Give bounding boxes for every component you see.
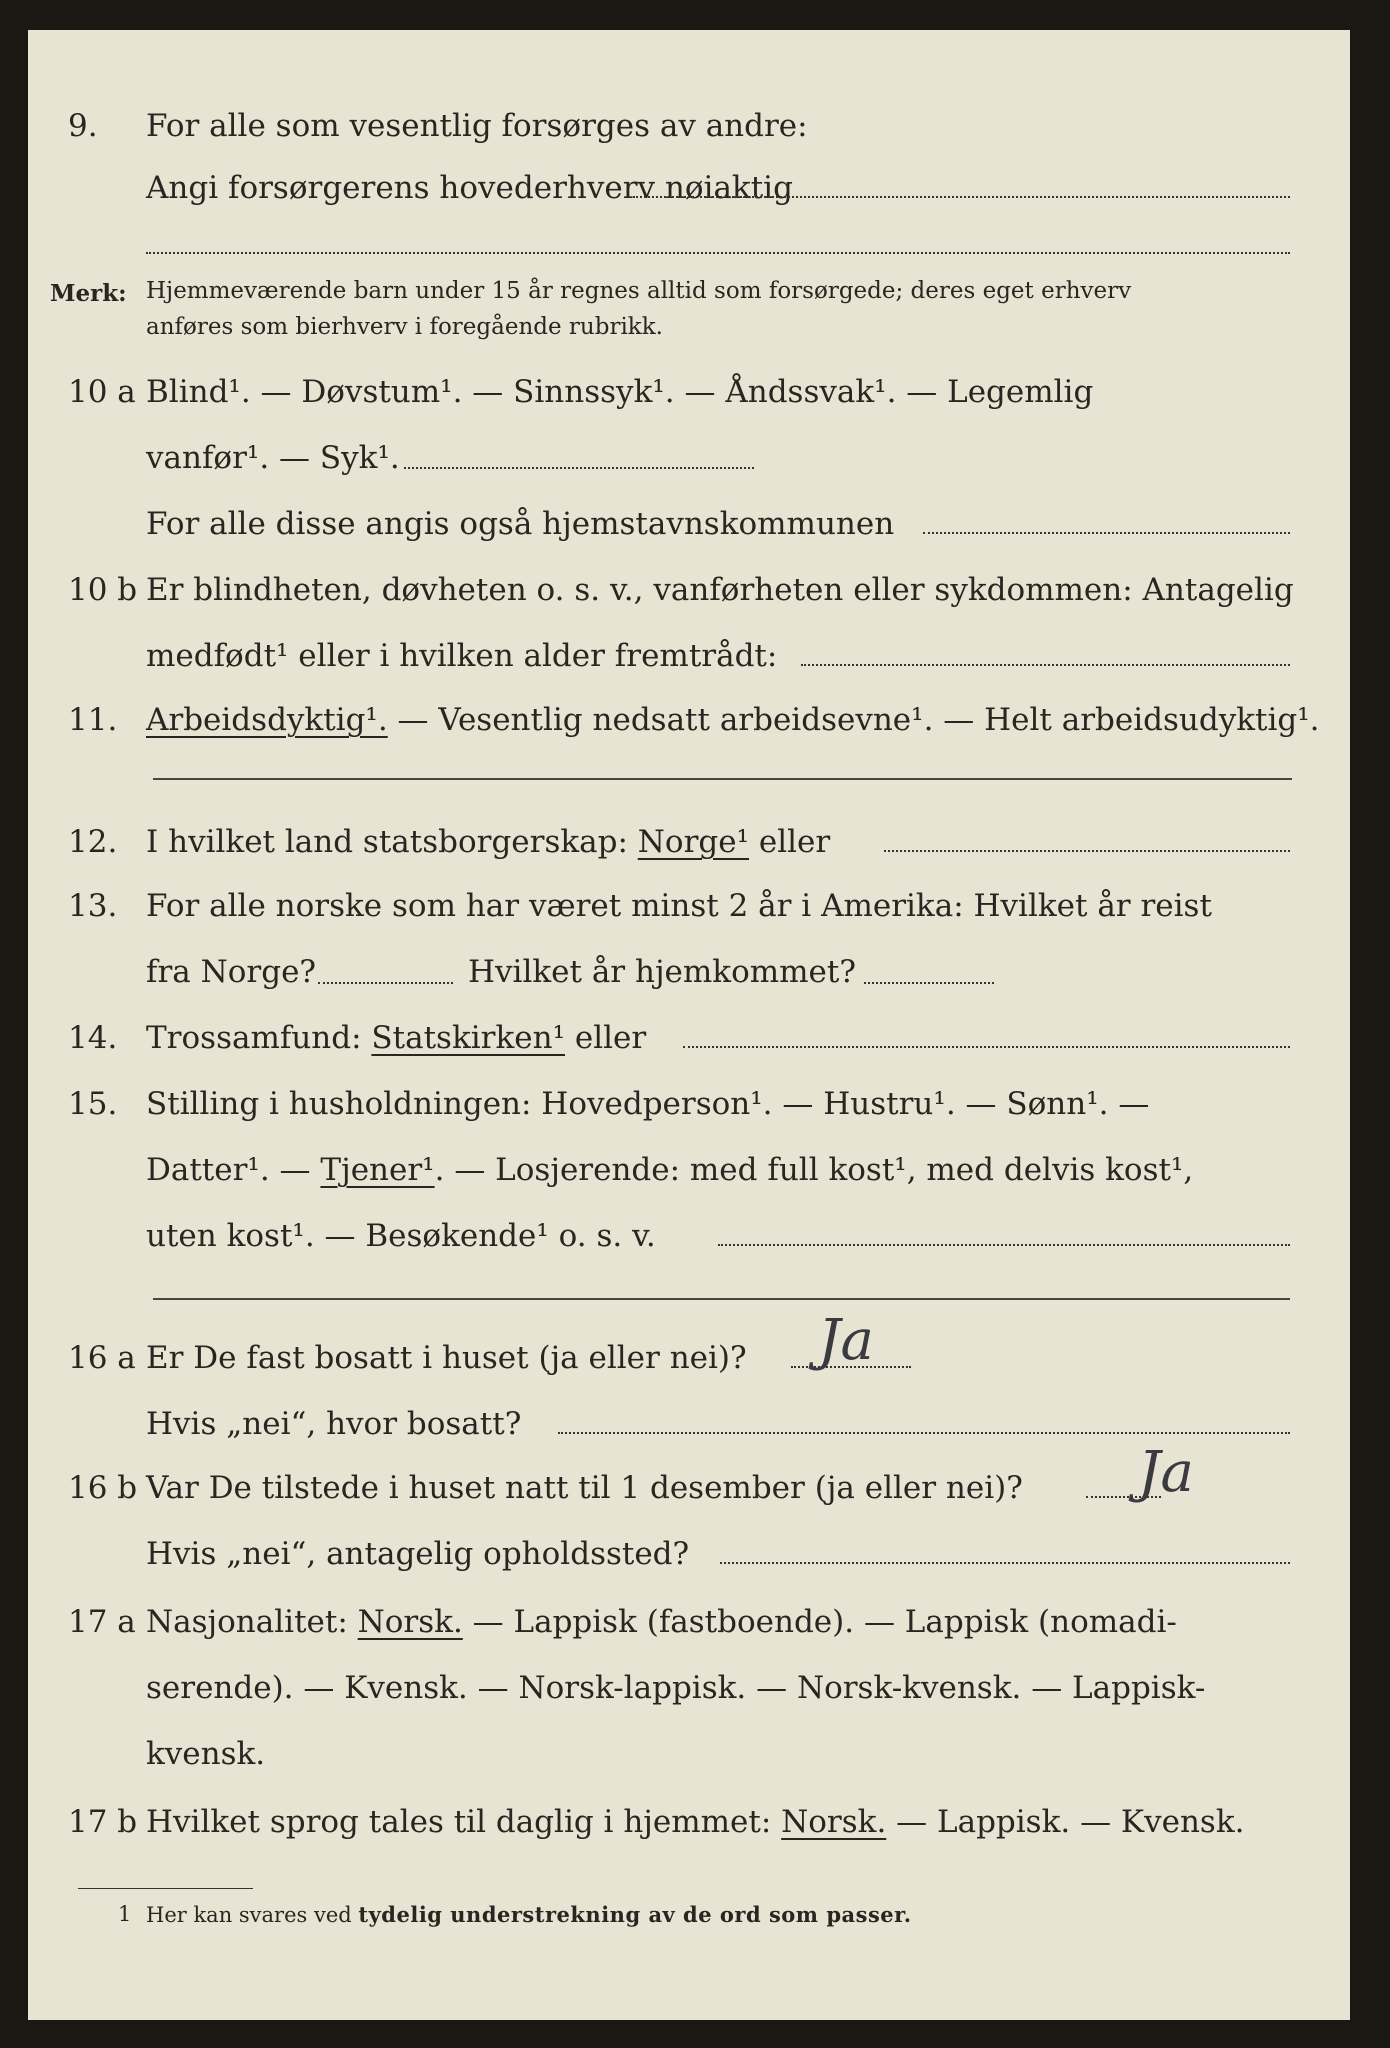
question-11-selected-option: Arbeidsdyktig¹. — [146, 702, 388, 738]
question-17a-selected-option: Norsk. — [357, 1604, 463, 1640]
question-17b-rest: — Lappisk. — Kvensk. — [886, 1804, 1245, 1840]
question-16b-line2: Hvis „nei“, antagelig opholdssted? — [146, 1536, 690, 1572]
question-12-suffix: eller — [749, 824, 831, 860]
question-14-suffix: eller — [565, 1020, 647, 1056]
answer-line-15 — [718, 1244, 1290, 1246]
question-17a-line2: serende). — Kvensk. — Norsk-lappisk. — Norsk-kvensk. — Lappisk- — [146, 1670, 1206, 1706]
question-10a-line1: Blind¹. — Døvstum¹. — Sinnssyk¹. — Åndssvak¹. — Legemlig — [146, 374, 1094, 410]
question-11-text — [146, 702, 1320, 738]
question-15-number: 15. — [68, 1086, 118, 1122]
question-17a-line1 — [146, 1604, 1177, 1640]
answer-line-14 — [683, 1046, 1290, 1048]
question-9-number: 9. — [68, 108, 98, 144]
question-10b-number: 10 b — [68, 572, 138, 608]
question-12-selected-option: Norge¹ — [637, 824, 750, 860]
question-14-text — [146, 1020, 646, 1056]
question-17a-line3: kvensk. — [146, 1736, 266, 1772]
footnote-text — [146, 1902, 912, 1927]
question-9-subtext: Angi forsørgerens hovederhverv nøiaktig — [146, 170, 793, 206]
question-12-number: 12. — [68, 824, 118, 860]
answer-line-13-reist — [318, 982, 453, 984]
question-13-hjemkommet: Hvilket år hjemkommet? — [468, 954, 856, 990]
answer-line-12 — [884, 850, 1290, 852]
question-16b-number: 16 b — [68, 1470, 138, 1506]
question-17b-text — [146, 1804, 1244, 1840]
question-15-line3: uten kost¹. — Besøkende¹ o. s. v. — [146, 1218, 656, 1254]
question-16a-line1: Er De fast bosatt i huset (ja eller nei)? — [146, 1340, 747, 1376]
footnote-prefix: Her kan svares ved — [146, 1903, 359, 1927]
question-15-line2-b: . — Losjerende: med full kost¹, med delvis kost¹, — [434, 1152, 1194, 1188]
question-13-reist: fra Norge? — [146, 954, 317, 990]
answer-line-11 — [153, 778, 1292, 780]
footnote-mark: 1 — [118, 1902, 132, 1926]
question-17b-selected-option: Norsk. — [781, 1804, 887, 1840]
question-15-selected-option: Tjener¹ — [320, 1152, 435, 1188]
question-15-line2 — [146, 1152, 1193, 1188]
question-15-line1: Stilling i husholdningen: Hovedperson¹. — Hustru¹. — Sønn¹. — — [146, 1086, 1150, 1122]
question-11-number: 11. — [68, 702, 118, 738]
question-13-line1: For alle norske som har været minst 2 år i Amerika: Hvilket år reist — [146, 888, 1212, 924]
merk-label: Merk: — [50, 280, 127, 307]
question-16b-line1: Var De tilstede i huset natt til 1 desember (ja eller nei)? — [146, 1470, 1023, 1506]
footnote-rule — [78, 1888, 253, 1889]
question-10b-line1: Er blindheten, døvheten o. s. v., vanførheten eller sykdommen: Antagelig — [146, 572, 1294, 608]
answer-line-10a-syk — [404, 467, 754, 469]
handwritten-answer-16b: Ja — [1138, 1440, 1194, 1505]
answer-line-16a-bosatt — [558, 1432, 1290, 1434]
question-16a-number: 16 a — [68, 1340, 136, 1376]
question-17b-number: 17 b — [68, 1804, 138, 1840]
question-9-text: For alle som vesentlig forsørges av andre: — [146, 108, 808, 144]
question-10a-line3: For alle disse angis også hjemstavnskommunen — [146, 506, 895, 542]
question-14-prefix: Trossamfund: — [146, 1020, 372, 1056]
answer-line-9a — [633, 196, 1290, 198]
answer-line-10b — [801, 664, 1290, 666]
question-10b-line2: medfødt¹ eller i hvilken alder fremtrådt: — [146, 638, 778, 674]
question-14-number: 14. — [68, 1020, 118, 1056]
question-14-selected-option: Statskirken¹ — [371, 1020, 565, 1056]
question-10a-line2: vanfør¹. — Syk¹. — [146, 440, 400, 476]
question-13-number: 13. — [68, 888, 118, 924]
answer-line-13-hjemkommet — [864, 982, 994, 984]
merk-text-1: Hjemmeværende barn under 15 år regnes alltid som forsørgede; deres eget erhverv — [146, 278, 1132, 304]
merk-text-2: anføres som bierhverv i foregående rubrikk. — [146, 314, 663, 340]
question-17b-prefix: Hvilket sprog tales til daglig i hjemmet: — [146, 1804, 782, 1840]
answer-line-16b-opholdssted — [720, 1562, 1290, 1564]
answer-line-15b — [153, 1298, 1290, 1300]
question-16a-line2: Hvis „nei“, hvor bosatt? — [146, 1406, 522, 1442]
footnote-bold: tydelig understrekning av de ord som passer. — [358, 1902, 912, 1927]
question-17a-prefix: Nasjonalitet: — [146, 1604, 358, 1640]
answer-line-9b — [146, 252, 1290, 254]
question-17a-number: 17 a — [68, 1604, 136, 1640]
question-11-rest: — Vesentlig nedsatt arbeidsevne¹. — Helt arbeidsudyktig¹. — [387, 702, 1320, 738]
answer-line-10a-kommune — [923, 532, 1290, 534]
census-form-page — [28, 30, 1350, 2020]
handwritten-answer-16a: Ja — [818, 1308, 874, 1373]
question-17a-rest: — Lappisk (fastboende). — Lappisk (nomadi- — [462, 1604, 1177, 1640]
question-10a-number: 10 a — [68, 374, 136, 410]
question-15-line2-a: Datter¹. — — [146, 1152, 321, 1188]
question-12-text — [146, 824, 830, 860]
question-12-prefix: I hvilket land statsborgerskap: — [146, 824, 638, 860]
